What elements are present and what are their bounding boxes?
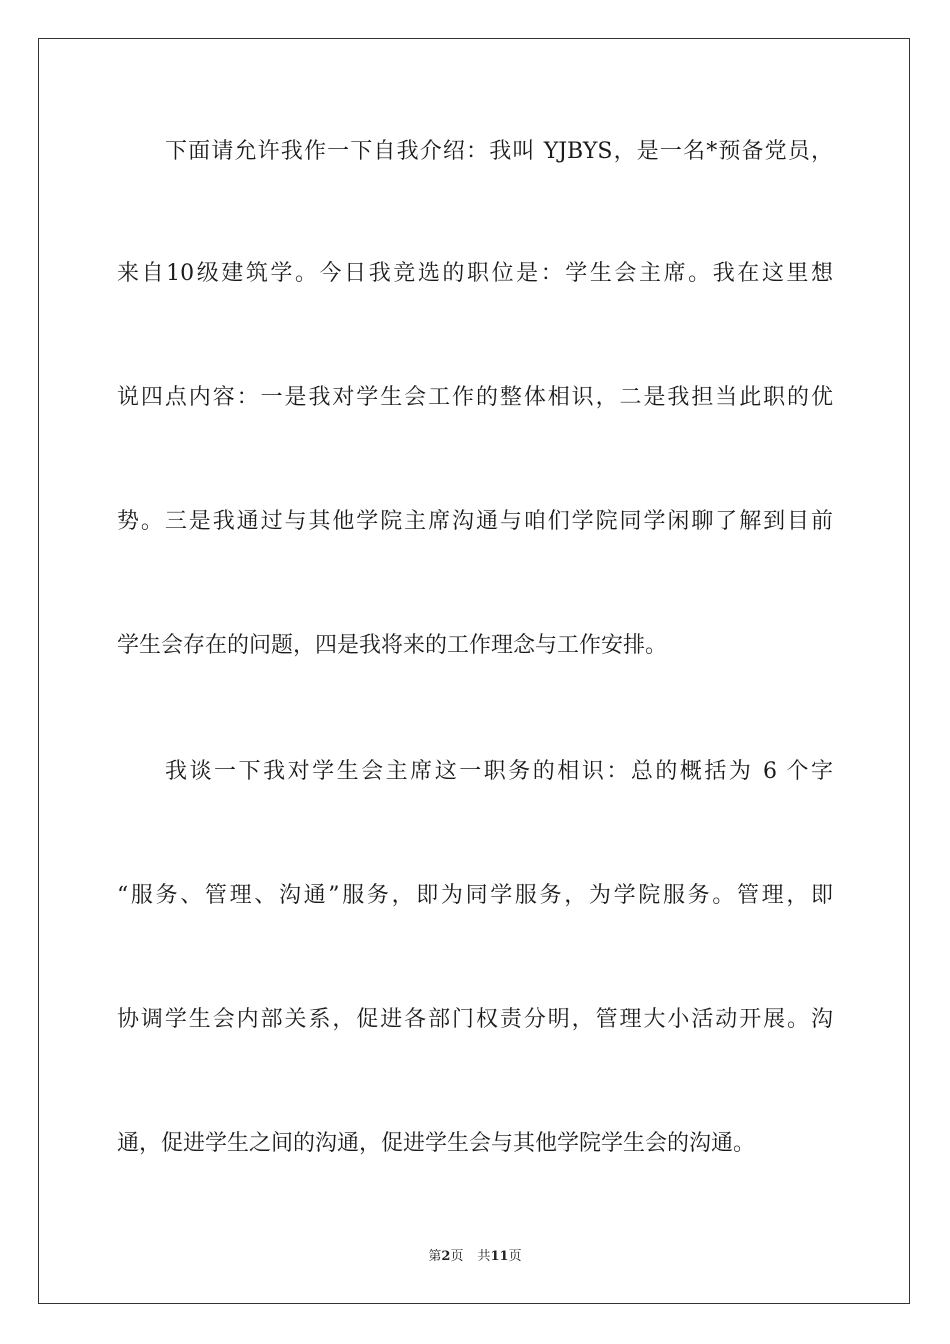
paragraph-2-line-2: “服务、管理、沟通”服务，即为同学服务，为学院服务。管理，即 [117, 883, 833, 908]
footer-page-prefix: 第 [428, 1249, 442, 1264]
paragraph-1-line-5: 学生会存在的问题，四是我将来的工作理念与工作安排。 [117, 633, 668, 658]
paragraph-1-line-1: 下面请允许我作一下自我介绍：我叫 YJBYS，是一名*预备党员， [165, 139, 833, 164]
page-footer [0, 1248, 950, 1266]
paragraph-2-line-4: 通，促进学生之间的沟通，促进学生会与其他学院学生会的沟通。 [117, 1131, 756, 1156]
paragraph-1-line-4: 势。三是我通过与其他学院主席沟通与咱们学院同学闲聊了解到目前 [117, 509, 833, 534]
footer-page-suffix: 页 [450, 1249, 464, 1264]
paragraph-1-line-3: 说四点内容：一是我对学生会工作的整体相识，二是我担当此职的优 [117, 385, 833, 410]
footer-page-number: 2 [441, 1249, 451, 1264]
page-border [38, 38, 910, 1304]
paragraph-1-line-2: 来自10级建筑学。今日我竞选的职位是：学生会主席。我在这里想 [117, 261, 833, 286]
paragraph-2-line-1: 我谈一下我对学生会主席这一职务的相识：总的概括为 6 个字 [165, 759, 833, 784]
footer-total-suffix: 页 [508, 1249, 522, 1264]
footer-total-prefix: 共 [477, 1249, 491, 1264]
paragraph-2-line-3: 协调学生会内部关系，促进各部门权责分明，管理大小活动开展。沟 [117, 1007, 833, 1032]
footer-total-pages: 11 [490, 1249, 509, 1264]
